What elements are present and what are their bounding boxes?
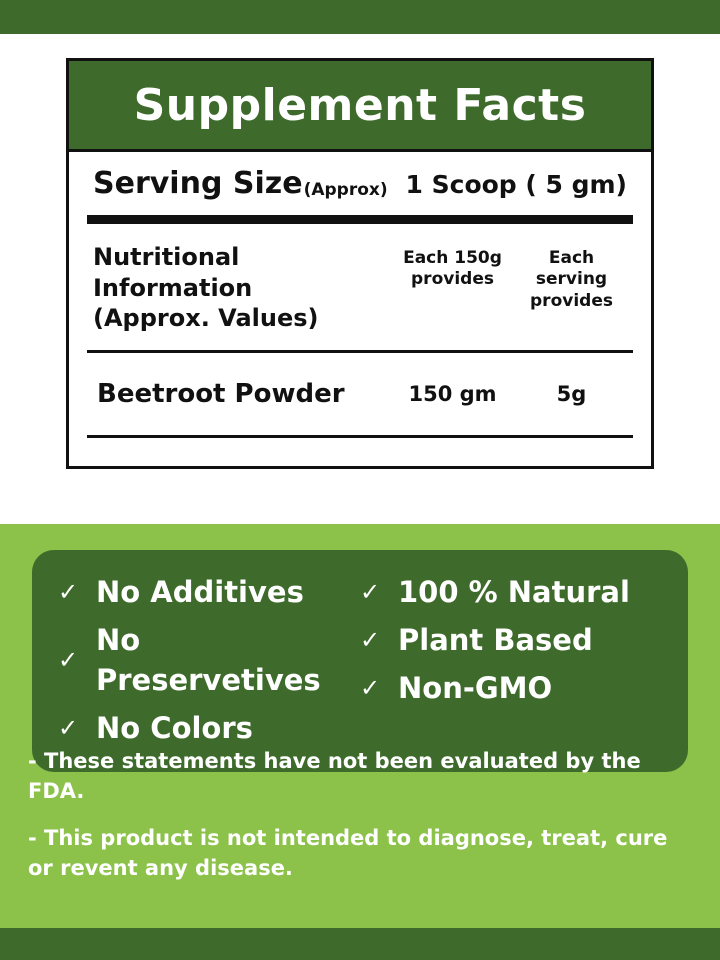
list-item — [58, 572, 360, 612]
nutrition-info-label-line2: (Approx. Values) — [93, 304, 319, 333]
supplement-facts-header — [69, 61, 651, 152]
supplement-facts-panel — [66, 58, 654, 469]
column-header-per-serving-line1: Each serving — [535, 248, 608, 290]
serving-size-approx-note: (Approx) — [303, 180, 388, 200]
claim-label: No Additives — [96, 575, 304, 609]
serving-size-value: 1 Scoop ( 5 gm) — [405, 170, 627, 199]
check-icon: ✓ — [58, 578, 79, 606]
claims-column-right — [360, 572, 662, 748]
column-header-per-serving-line2: provides — [530, 290, 613, 311]
list-item — [58, 708, 360, 748]
claim-label: Plant Based — [398, 623, 593, 658]
nutrition-info-label-line1: Nutritional Information — [93, 243, 253, 302]
claims-column-left — [58, 572, 360, 748]
claim-label: No Preservetives — [96, 623, 321, 698]
column-header-per-150g-line1: Each 150g — [403, 248, 502, 268]
supplement-facts-section — [0, 34, 720, 524]
panel-bottom-padding — [69, 438, 651, 466]
disclaimer-fda: - These statements have not been evaluated by the FDA. — [28, 749, 641, 804]
check-icon: ✓ — [360, 674, 381, 702]
ingredient-per-serving: 5g — [556, 382, 587, 407]
check-icon: ✓ — [58, 714, 79, 742]
check-icon: ✓ — [58, 646, 79, 674]
disclaimer-diagnose: - This product is not intended to diagnose, treat, cure or revent any disease. — [28, 825, 668, 881]
claim-label: No Colors — [96, 711, 253, 746]
column-header-per-serving — [512, 242, 631, 312]
divider-thick — [87, 215, 633, 224]
list-item — [360, 668, 662, 708]
column-header-per-150g — [393, 242, 512, 291]
check-icon: ✓ — [360, 626, 381, 654]
list-item — [58, 620, 360, 700]
nutrition-info-label — [93, 242, 393, 334]
claims-box — [32, 550, 688, 772]
bottom-green-bar — [0, 928, 720, 960]
serving-size-row — [69, 152, 651, 211]
claim-label: 100 % Natural — [398, 575, 630, 609]
top-green-bar — [0, 0, 720, 34]
ingredient-name: Beetroot Powder — [97, 379, 345, 410]
column-header-per-150g-line2: provides — [411, 269, 494, 290]
disclaimer-block — [28, 746, 692, 900]
check-icon: ✓ — [360, 578, 381, 606]
table-row — [69, 353, 651, 435]
serving-size-label: Serving Size — [93, 166, 303, 201]
page-title: Supplement Facts — [133, 79, 587, 131]
claims-section — [0, 524, 720, 928]
list-item — [360, 572, 662, 612]
claim-label: Non-GMO — [398, 671, 553, 706]
ingredient-per-150g: 150 gm — [408, 382, 497, 407]
list-item — [360, 620, 662, 660]
nutrition-header-row — [69, 224, 651, 350]
